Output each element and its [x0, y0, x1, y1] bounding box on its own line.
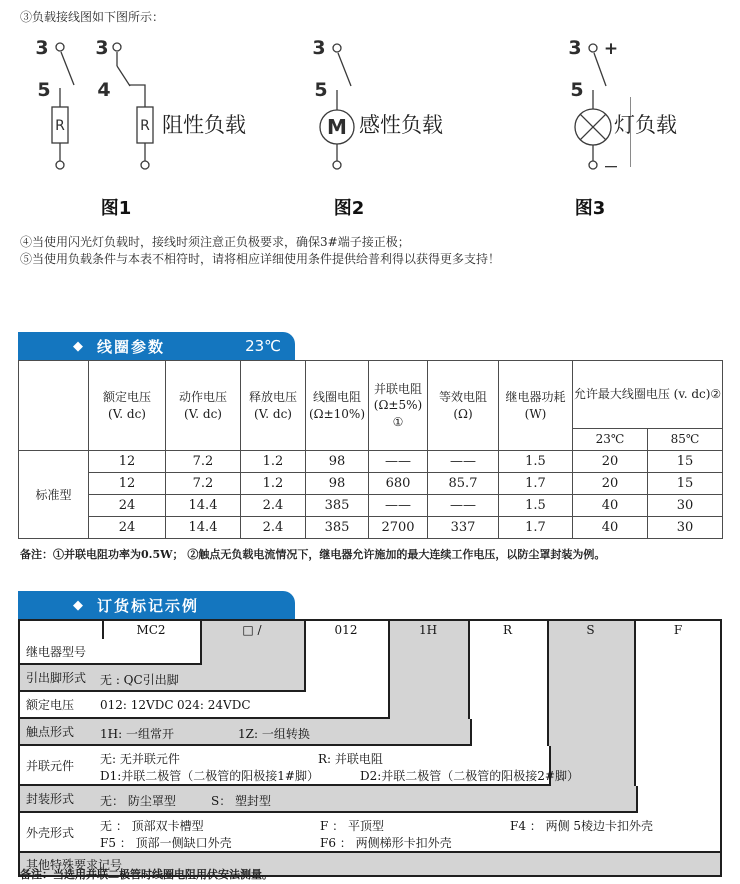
order-row-special: 其他特殊要求记号 — [18, 853, 722, 877]
terminal-circle — [589, 161, 597, 169]
terminal-label-5: 5 — [570, 79, 584, 101]
resistive-load-label: 阻性负载 — [162, 113, 246, 137]
note-flash-lamp: ④当使用闪光灯负载时，接线时须注意正负极要求，确保3#端子接正极； — [20, 235, 410, 249]
note-load-condition: ⑤当使用负载条件与本表不相符时，请将相应详细使用条件提供给普利得以获得更多支持！ — [20, 252, 501, 266]
contact-lead-line — [129, 85, 145, 107]
terminal-circle — [113, 43, 121, 51]
table-row: 标准型 12 7.2 1.2 98 —— —— 1.5 20 15 — [19, 451, 723, 473]
coil-table-note: 备注：①并联电阻功率为0.5W； ②触点无负载电流情况下，继电器允许施加的最大连续工作电压，以防尘罩封装为例。 — [20, 548, 606, 561]
resistor-letter: R — [140, 118, 150, 134]
switch-arm-line — [61, 52, 74, 85]
coil-parameters-table — [18, 360, 723, 539]
col-header-operate-voltage: 动作电压 (V. dc) — [166, 361, 241, 451]
order-row-contact: 触点形式 1H: 一组常开 1Z: 一组转换 — [18, 719, 472, 746]
inductive-load-label: 感性负载 — [359, 113, 443, 137]
fig1-circuit-b — [113, 43, 153, 169]
code-pin: □ / — [242, 623, 262, 637]
order-row-parallel: 并联元件 无: 无并联元件 R: 并联电阻 D1:并联二极管（二极管的阳极接1#脚） D2:并联二极管（二极管的阳极接2#脚） — [18, 746, 551, 786]
terminal-label-3: 3 — [35, 37, 49, 59]
minus-sign: － — [603, 158, 619, 176]
col-header-rated-voltage: 额定电压 (V. dc) — [89, 361, 166, 451]
code-s: S — [586, 623, 595, 637]
code-bar-sealing — [547, 619, 636, 788]
sub-header-85c: 85℃ — [648, 429, 723, 451]
col-header-max-coil-voltage: 允许最大线圈电压 (v. dc)② — [573, 361, 723, 429]
order-marking-diagram — [18, 619, 722, 877]
coil-section-title: 线圈参数 — [97, 337, 166, 356]
terminal-label-4: 4 — [97, 79, 111, 101]
group-label: 标准型 — [19, 451, 89, 539]
fig3-circuit — [575, 44, 631, 169]
order-table-note: 备注：当选用并联二极管时线圈电阻用伏安法测量。 — [20, 868, 273, 881]
resistor-letter: R — [55, 118, 65, 134]
terminal-circle — [141, 161, 149, 169]
order-row-voltage: 额定电压 012: 12VDC 024: 24VDC — [18, 692, 390, 719]
code-f: F — [673, 623, 683, 637]
order-row-sealing: 封装形式 无： 防尘罩型 S： 塑封型 — [18, 786, 638, 813]
terminal-circle — [56, 161, 64, 169]
fig3-caption: 图3 — [574, 198, 606, 219]
order-row-case: 外壳形式 无 ： 顶部双卡槽型 F ： 平顶型 F4 ： 两侧 5棱边卡扣外壳 F5 ： 顶部一侧缺口外壳 F6 ： 两侧梯形卡扣外壳 — [18, 813, 722, 853]
diamond-icon: ◆ — [73, 597, 83, 613]
fig2-caption: 图2 — [333, 198, 365, 219]
corner-cell — [19, 361, 89, 451]
table-row: 12 7.2 1.2 98 680 85.7 1.7 20 15 — [19, 473, 723, 495]
coil-section-temp: 23℃ — [245, 337, 281, 355]
order-section-title: 订货标记示例 — [97, 596, 200, 615]
terminal-circle — [333, 161, 341, 169]
col-header-parallel-resistance: 并联电阻 (Ω±5%) ① — [369, 361, 428, 451]
order-marking-banner — [18, 591, 295, 619]
coil-parameters-banner — [18, 332, 295, 360]
code-r: R — [502, 623, 513, 637]
col-header-coil-resistance: 线圈电阻 (Ω±10%) — [306, 361, 369, 451]
col-header-equivalent-resistance: 等效电阻 (Ω) — [428, 361, 499, 451]
order-empty-cell — [18, 619, 102, 641]
terminal-label-5: 5 — [314, 79, 328, 101]
fig1-circuit-a — [52, 43, 74, 169]
lamp-load-label: 灯负载 — [614, 113, 677, 137]
code-bar-case — [634, 619, 722, 815]
code-1h: 1H — [418, 623, 438, 637]
switch-arm-line — [117, 66, 130, 86]
terminal-label-5: 5 — [37, 79, 51, 101]
terminal-label-3: 3 — [568, 37, 582, 59]
table-row: 24 14.4 2.4 385 2700 337 1.7 40 30 — [19, 517, 723, 539]
motor-letter: M — [327, 115, 347, 139]
col-header-relay-power: 继电器功耗 (W) — [499, 361, 573, 451]
table-row: 24 14.4 2.4 385 —— —— 1.5 40 30 — [19, 495, 723, 517]
diamond-icon: ◆ — [73, 338, 83, 354]
terminal-circle — [56, 43, 64, 51]
order-row-pin-form: 引出脚形式 无 : QC引出脚 — [18, 665, 306, 692]
code-mc2: MC2 — [136, 623, 166, 637]
load-wiring-diagrams — [0, 28, 740, 224]
terminal-circle — [589, 44, 597, 52]
plus-sign: + — [603, 39, 619, 59]
terminal-label-3: 3 — [95, 37, 109, 59]
code-012: 012 — [334, 623, 358, 637]
col-header-release-voltage: 释放电压 (V. dc) — [241, 361, 306, 451]
note-load-wiring: ③负载接线图如下图所示： — [20, 10, 165, 24]
sub-header-23c: 23℃ — [573, 429, 648, 451]
fig2-circuit — [320, 44, 354, 169]
fig1-caption: 图1 — [100, 198, 132, 219]
terminal-circle — [333, 44, 341, 52]
order-row-model: 继电器型号 — [18, 639, 202, 665]
terminal-label-3: 3 — [312, 37, 326, 59]
switch-arm-line — [338, 53, 351, 86]
